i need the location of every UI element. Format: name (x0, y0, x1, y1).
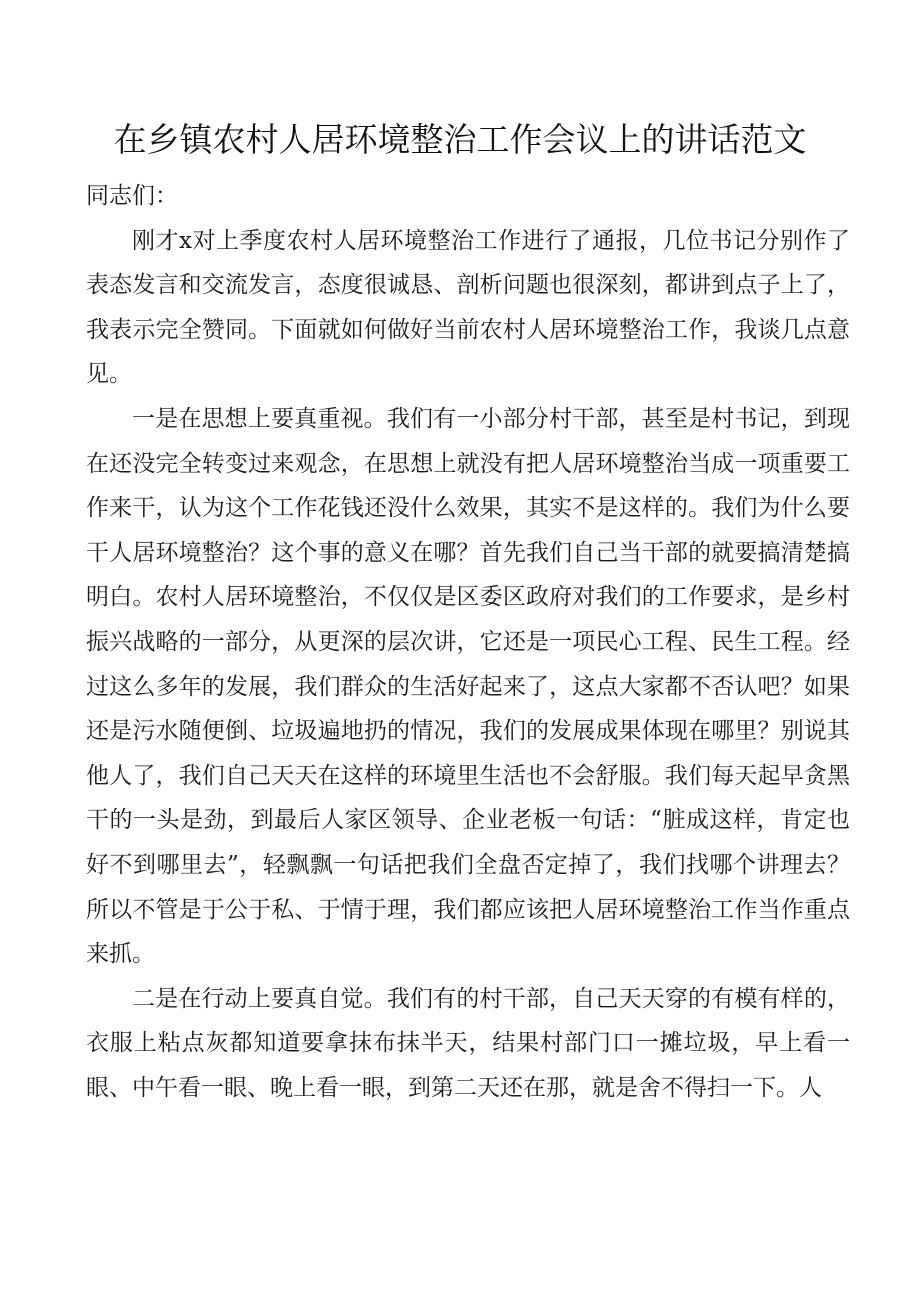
document-title: 在乡镇农村人居环境整治工作会议上的讲话范文 (113, 120, 807, 159)
paragraph-point-one: 一是在思想上要真重视。我们有一小部分村干部，甚至是村书记，到现在还没完全转变过来观念，在思想上就没有把人居环境整治当成一项重要工作来干，认为这个工作花钱还没什么效果，其实不是这样的。我们为什么要干人居环境整治？这个事的意义在哪？首先我们自己当干部的就要搞清楚搞明白。农村人居环境整治，不仅仅是区委区政府对我们的工作要求，是乡村振兴战略的一部分，从更深的层次讲，它还是一项民心工程、民生工程。经过这么多年的发展，我们群众的生活好起来了，这点大家都不否认吧？如果还是污水随便倒、垃圾遍地扔的情况，我们的发展成果体现在哪里？别说其他人了，我们自己天天在这样的环境里生活也不会舒服。我们每天起早贪黑干的一头是劲，到最后人家区领导、企业老板一句话：“脏成这样，肯定也好不到哪里去”，轻飘飘一句话把我们全盘否定掉了，我们找哪个讲理去？所以不管是于公于私、于情于理，我们都应该把人居环境整治工作当作重点来抓。 (86, 405, 850, 968)
greeting: 同志们： (86, 183, 178, 209)
paragraph-intro: 刚才x对上季度农村人居环境整治工作进行了通报，几位书记分别作了表态发言和交流发言，态度很诚恳、剖析问题也很深刻，都讲到点子上了，我表示完全赞同。下面就如何做好当前农村人居环境整治工作，我谈几点意见。 (86, 227, 850, 388)
paragraph-point-two: 二是在行动上要真自觉。我们有的村干部，自己天天穿的有模有样的，衣服上粘点灰都知道要拿抹布抹半天，结果村部门口一摊垃圾，早上看一眼、中午看一眼、晚上看一眼，到第二天还在那，就是舍不得扫一下。人 (86, 985, 850, 1101)
document-body (86, 174, 850, 1110)
